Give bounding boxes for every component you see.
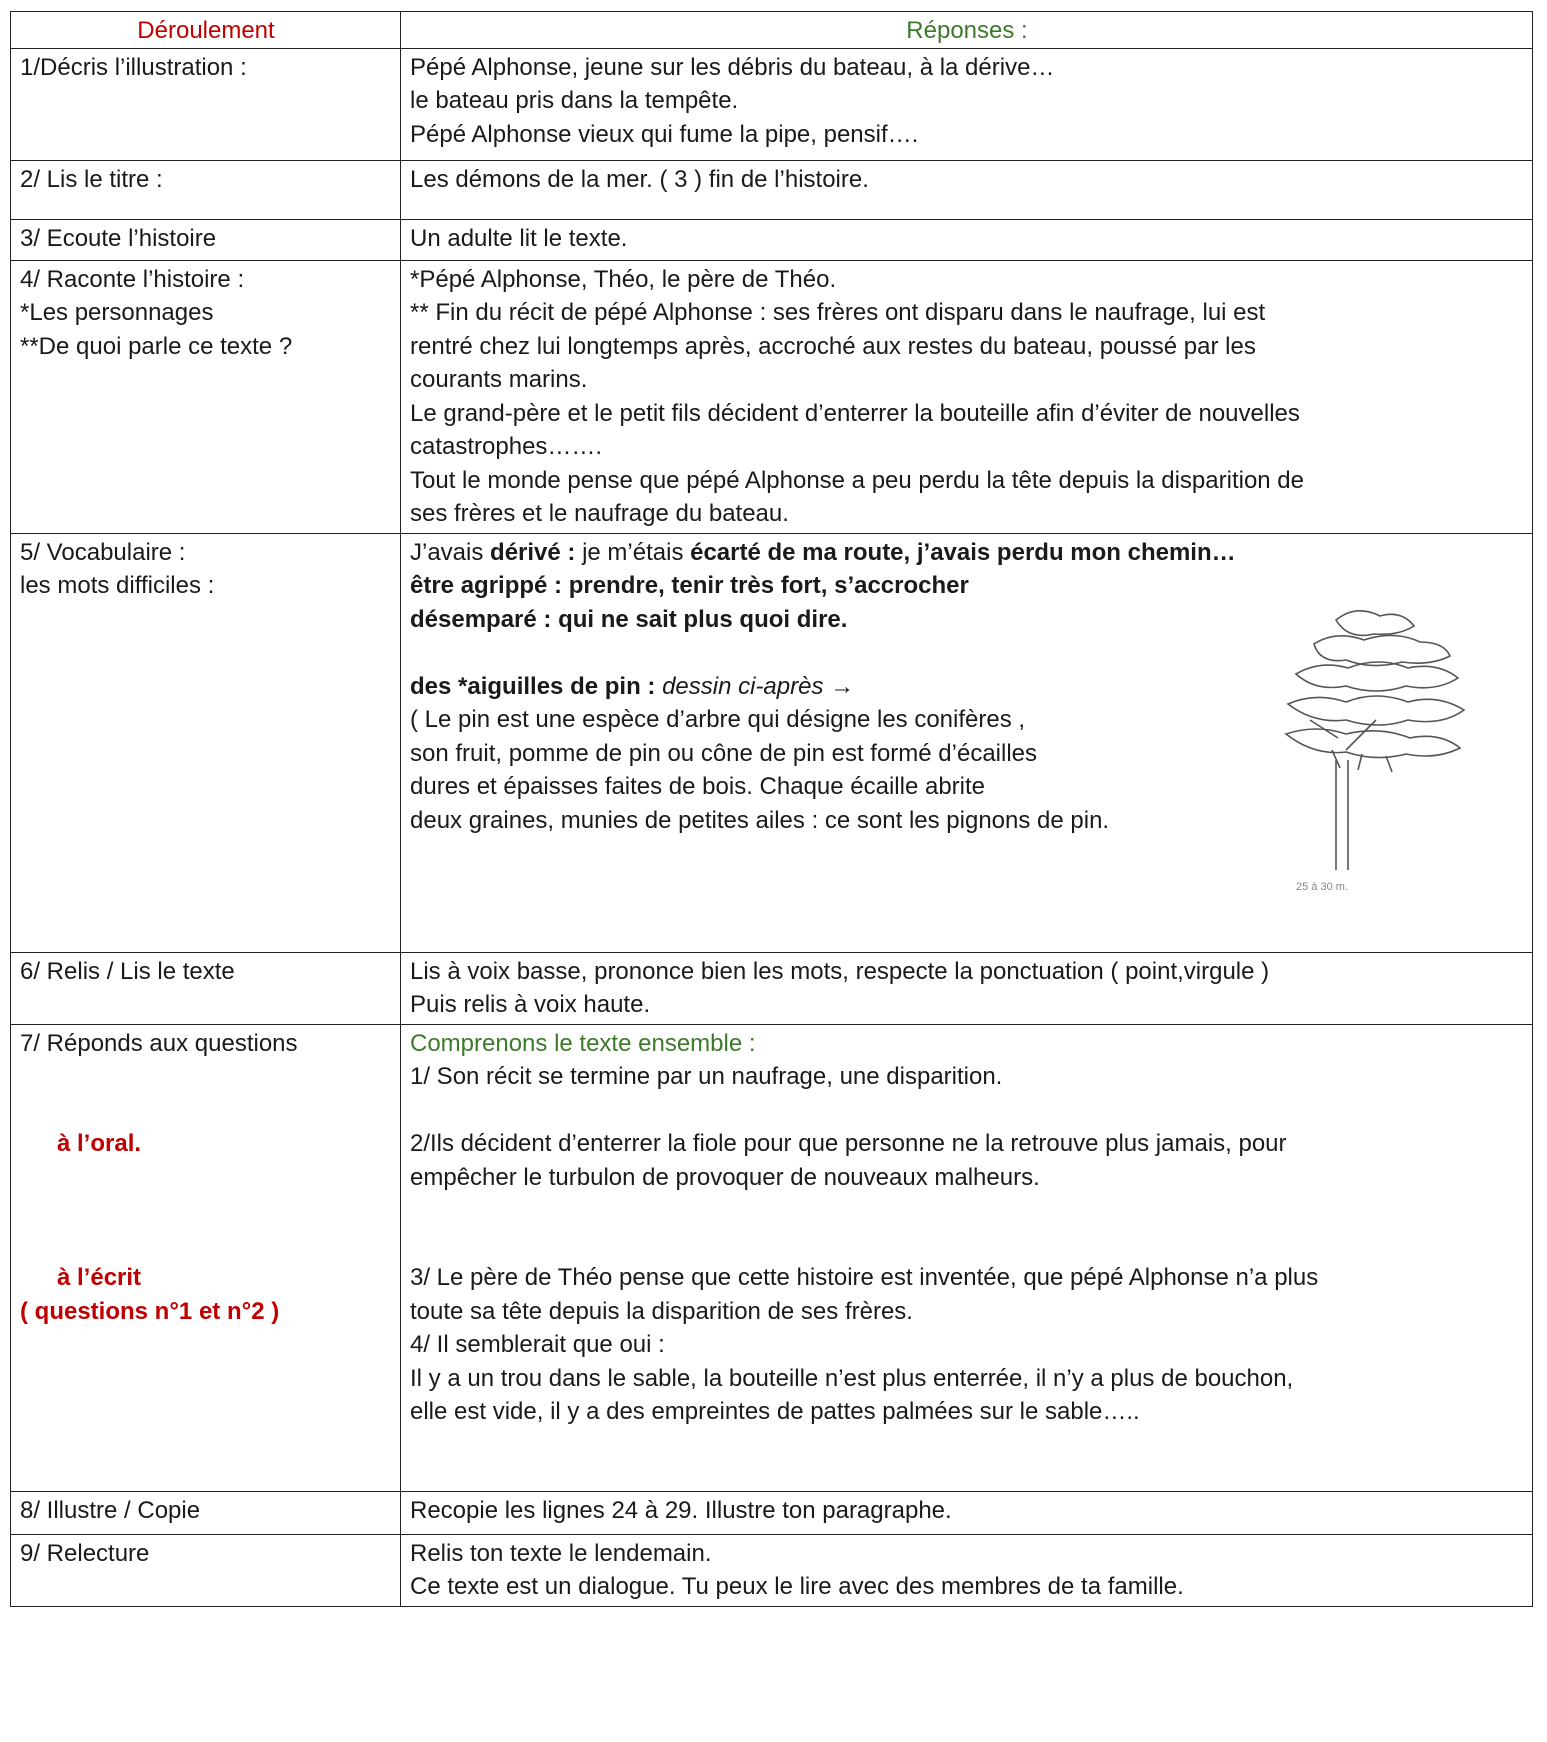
answer-line: empêcher le turbulon de provoquer de nouveaux malheurs. [410, 1163, 1040, 1191]
answer-line: elle est vide, il y a des empreintes de pattes palmées sur le sable….. [410, 1398, 1140, 1425]
answer-6 [401, 952, 1533, 1024]
row-4 [11, 260, 1533, 533]
answer-line: son fruit, pomme de pin ou cône de pin est formé d’écailles [410, 739, 1038, 767]
answer-2 [401, 160, 1533, 219]
step-line: 4/ Raconte l’histoire : [20, 265, 245, 293]
answer-line: Un adulte lit le texte. [410, 224, 628, 252]
vocab-word: dérivé : [490, 538, 576, 566]
answer-line: Tout le monde pense que pépé Alphonse a peu perdu la tête depuis la disparition de [410, 466, 1304, 494]
answer-line: ( Le pin est une espèce d’arbre qui désigne les conifères , [410, 706, 1026, 733]
answer-line: courants marins. [410, 366, 588, 393]
answer-line: 3/ Le père de Théo pense que cette histoire est inventée, que pépé Alphonse n’a plus [410, 1264, 1319, 1291]
step-8: 8/ Illustre / Copie [11, 1491, 401, 1534]
blank-line [20, 1060, 392, 1094]
answer-line: rentré chez lui longtemps après, accroché aux restes du bateau, poussé par les [410, 332, 1256, 360]
answer-8 [401, 1491, 1533, 1534]
step-line: 5/ Vocabulaire : [20, 538, 186, 566]
vocab-derive [410, 536, 1524, 570]
answer-line: 1/ Son récit se termine par un naufrage, une disparition. [410, 1063, 1003, 1090]
answer-line: Le grand-père et le petit fils décident d’enterrer la bouteille afin d’éviter de nouvelles [410, 399, 1300, 427]
oral-label: à l’oral. [57, 1130, 142, 1157]
answer-line: Il y a un trou dans le sable, la bouteille n’est plus enterrée, il n’y a plus de bouchon, [410, 1364, 1294, 1392]
blank-line [20, 1228, 392, 1262]
answer-line: ses frères et le naufrage du bateau. [410, 500, 789, 527]
answer-line: *Pépé Alphonse, Théo, le père de Théo. [410, 265, 837, 293]
step-line: 7/ Réponds aux questions [20, 1029, 298, 1057]
blank-line [20, 1094, 392, 1128]
row-2 [11, 160, 1533, 219]
answer-line: deux graines, munies de petites ailes : ce sont les pignons de pin. [410, 806, 1110, 834]
answer-line: Puis relis à voix haute. [410, 991, 651, 1018]
vocab-word: des *aiguilles de pin : [410, 672, 663, 700]
answer-line: 2/Ils décident d’enterrer la fiole pour que personne ne la retrouve plus jamais, pour [410, 1130, 1287, 1157]
header-row [11, 12, 1533, 49]
header-deroulement: Déroulement [11, 12, 401, 49]
lesson-table [10, 11, 1533, 1607]
step-line: les mots difficiles : [20, 572, 215, 599]
row-8 [11, 1491, 1533, 1534]
tree-height-caption: 25 à 30 m. [1296, 880, 1348, 893]
row-5 [11, 533, 1533, 952]
answer-1 [401, 48, 1533, 160]
step-line: *Les personnages [20, 299, 214, 326]
row-7 [11, 1024, 1533, 1491]
answer-line: catastrophes……. [410, 433, 603, 460]
ecrit-label: à l’écrit [57, 1264, 142, 1291]
row-3 [11, 219, 1533, 260]
answer-line: Ce texte est un dialogue. Tu peux le lire avec des membres de ta famille. [410, 1573, 1184, 1600]
answer-3 [401, 219, 1533, 260]
step-2: 2/ Lis le titre : [11, 160, 401, 219]
row-1 [11, 48, 1533, 160]
answer-line: dures et épaisses faites de bois. Chaque écaille abrite [410, 773, 986, 800]
answer-line: Les démons de la mer. ( 3 ) fin de l’histoire. [410, 165, 869, 193]
answer-4 [401, 260, 1533, 533]
step-4 [11, 260, 401, 533]
row-6 [11, 952, 1533, 1024]
blank-line [20, 1194, 392, 1228]
blank-line [410, 1228, 1524, 1262]
blank-line [410, 1194, 1524, 1228]
answer-line: Pépé Alphonse, jeune sur les débris du bateau, à la dérive… [410, 53, 1055, 81]
answer-line: Relis ton texte le lendemain. [410, 1539, 712, 1567]
questions-label: ( questions n°1 et n°2 ) [20, 1297, 280, 1325]
row-9 [11, 1534, 1533, 1606]
vocab-definition: écarté de ma route, j’avais perdu mon chemin… [690, 538, 1236, 566]
vocab-desempare: désemparé : qui ne sait plus quoi dire. [410, 605, 848, 633]
vocab-text: J’avais [410, 538, 491, 566]
header-reponses: Réponses : [401, 12, 1533, 49]
blank-line [410, 1094, 1524, 1128]
step-1: 1/Décris l’illustration : [11, 48, 401, 160]
answer-line: toute sa tête depuis la disparition de ses frères. [410, 1297, 913, 1325]
step-3: 3/ Ecoute l’histoire [11, 219, 401, 260]
answer-line: ** Fin du récit de pépé Alphonse : ses frères ont disparu dans le naufrage, lui est [410, 299, 1266, 326]
vocab-text: je m’étais [575, 538, 691, 566]
blank-line [20, 1161, 392, 1195]
answer-line: Pépé Alphonse vieux qui fume la pipe, pensif…. [410, 120, 919, 148]
step-5 [11, 533, 401, 952]
answer-7 [401, 1024, 1533, 1491]
step-6: 6/ Relis / Lis le texte [11, 952, 401, 1024]
answer-5 [401, 533, 1533, 952]
answer-line: le bateau pris dans la tempête. [410, 87, 739, 114]
answer-line: Lis à voix basse, prononce bien les mots, respecte la ponctuation ( point,virgule ) [410, 957, 1270, 985]
answer-9 [401, 1534, 1533, 1606]
step-9: 9/ Relecture [11, 1534, 401, 1606]
pine-tree-illustration [1256, 600, 1496, 908]
step-7 [11, 1024, 401, 1491]
pine-tree-icon [1286, 610, 1464, 869]
answer-line: 4/ Il semblerait que oui : [410, 1331, 665, 1358]
vocab-agrippe: être agrippé : prendre, tenir très fort, s’accrocher [410, 572, 969, 599]
vocab-text: dessin ci-après [662, 672, 824, 700]
answer-line: Recopie les lignes 24 à 29. Illustre ton paragraphe. [410, 1496, 952, 1524]
step-line: **De quoi parle ce texte ? [20, 332, 293, 360]
arrow-right-icon: → [823, 672, 855, 700]
answer-intro: Comprenons le texte ensemble : [410, 1029, 756, 1057]
